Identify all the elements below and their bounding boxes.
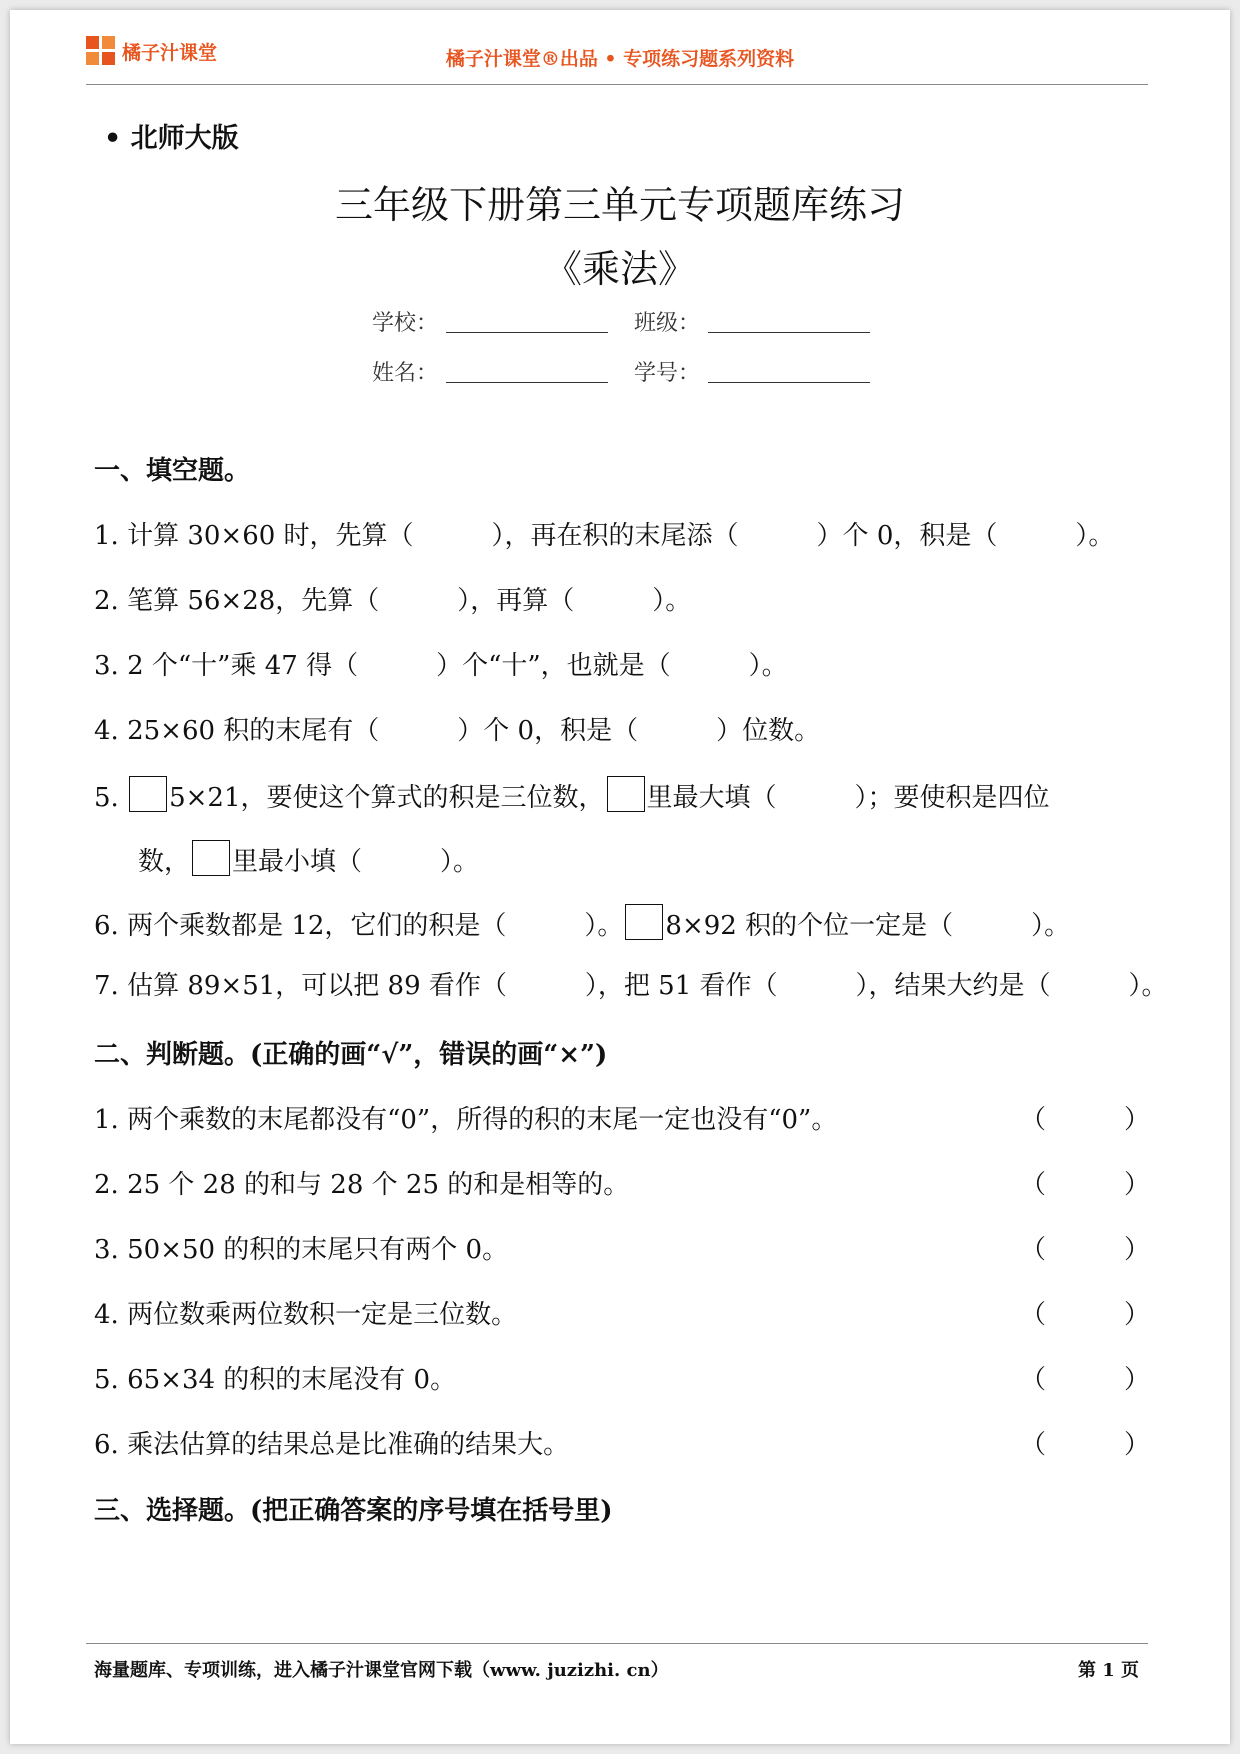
fill-question-5-part3: 数， <box>138 847 191 877</box>
fill-question-6-part2: 8×92 积的个位一定是（ ）。 <box>665 911 1071 941</box>
blank-box[interactable] <box>129 776 167 812</box>
fill-question-5-part1: 5×21，要使这个算式的积是三位数， <box>169 783 605 813</box>
fill-question-1: 1. 计算 30×60 时，先算（ ），再在积的末尾添（ ）个 0，积是（ ）。 <box>94 521 1115 551</box>
blank-box[interactable] <box>625 904 663 940</box>
student-no-field[interactable] <box>708 382 870 383</box>
fill-question-6-part1: 6. 两个乘数都是 12，它们的积是（ ）。 <box>94 911 624 941</box>
fill-question-7: 7. 估算 89×51，可以把 89 看作（ ），把 51 看作（ ），结果大约是（ ）。 <box>94 971 1168 1001</box>
judge-question-6: 6. 乘法估算的结果总是比准确的结果大。 <box>94 1430 570 1460</box>
school-field[interactable] <box>446 332 608 333</box>
judge-question-4: 4. 两位数乘两位数积一定是三位数。 <box>94 1300 518 1330</box>
section-fill-blank-heading: 一、填空题。 <box>94 456 251 486</box>
page-number: 第 1 页 <box>1078 1660 1140 1681</box>
school-label: 学校： <box>372 311 439 336</box>
edition-label: • 北师大版 <box>104 123 239 154</box>
blank-box[interactable] <box>192 840 230 876</box>
fill-question-2: 2. 笔算 56×28，先算（ ），再算（ ）。 <box>94 586 692 616</box>
section-choice-heading: 三、选择题。(把正确答案的序号填在括号里) <box>94 1496 613 1526</box>
answer-blank[interactable]: （ ） <box>1020 1365 1151 1395</box>
judge-question-1: 1. 两个乘数的末尾都没有“0”，所得的积的末尾一定也没有“0”。 <box>94 1105 838 1135</box>
class-label: 班级： <box>634 311 701 336</box>
blank-box[interactable] <box>607 776 645 812</box>
answer-blank[interactable]: （ ） <box>1020 1300 1151 1330</box>
fill-question-6 <box>94 904 1070 942</box>
fill-question-5-cont <box>138 840 479 878</box>
header-divider <box>86 84 1148 85</box>
fill-question-4: 4. 25×60 积的末尾有（ ）个 0，积是（ ）位数。 <box>94 716 821 746</box>
class-field[interactable] <box>708 332 870 333</box>
fill-question-5-part4: 里最小填（ ）。 <box>232 847 480 877</box>
judge-question-3: 3. 50×50 的积的末尾只有两个 0。 <box>94 1235 509 1265</box>
answer-blank[interactable]: （ ） <box>1020 1105 1151 1135</box>
answer-blank[interactable]: （ ） <box>1020 1235 1151 1265</box>
section-judgement-heading: 二、判断题。(正确的画“√”，错误的画“×”) <box>94 1040 608 1070</box>
page-subtitle: 《乘法》 <box>543 247 696 291</box>
fill-question-5-part2: 里最大填（ ）；要使积是四位 <box>646 783 1050 813</box>
fill-question-5 <box>94 776 1050 814</box>
footer-divider <box>86 1643 1148 1644</box>
footer-note: 海量题库、专项训练，进入橘子汁课堂官网下载（www. juzizhi. cn） <box>94 1660 669 1681</box>
judge-question-5: 5. 65×34 的积的末尾没有 0。 <box>94 1365 457 1395</box>
answer-blank[interactable]: （ ） <box>1020 1170 1151 1200</box>
fill-question-5-number: 5. <box>94 783 119 813</box>
fill-question-3: 3. 2 个“十”乘 47 得（ ）个“十”，也就是（ ）。 <box>94 651 788 681</box>
name-field[interactable] <box>446 382 608 383</box>
answer-blank[interactable]: （ ） <box>1020 1430 1151 1460</box>
page-title: 三年级下册第三单元专项题库练习 <box>334 183 905 227</box>
header-title: 橘子汁课堂®出品 • 专项练习题系列资料 <box>445 48 795 70</box>
logo-text: 橘子汁课堂 <box>122 41 218 64</box>
student-no-label: 学号： <box>634 361 701 386</box>
name-label: 姓名： <box>372 361 439 386</box>
judge-question-2: 2. 25 个 28 的和与 28 个 25 的和是相等的。 <box>94 1170 630 1200</box>
